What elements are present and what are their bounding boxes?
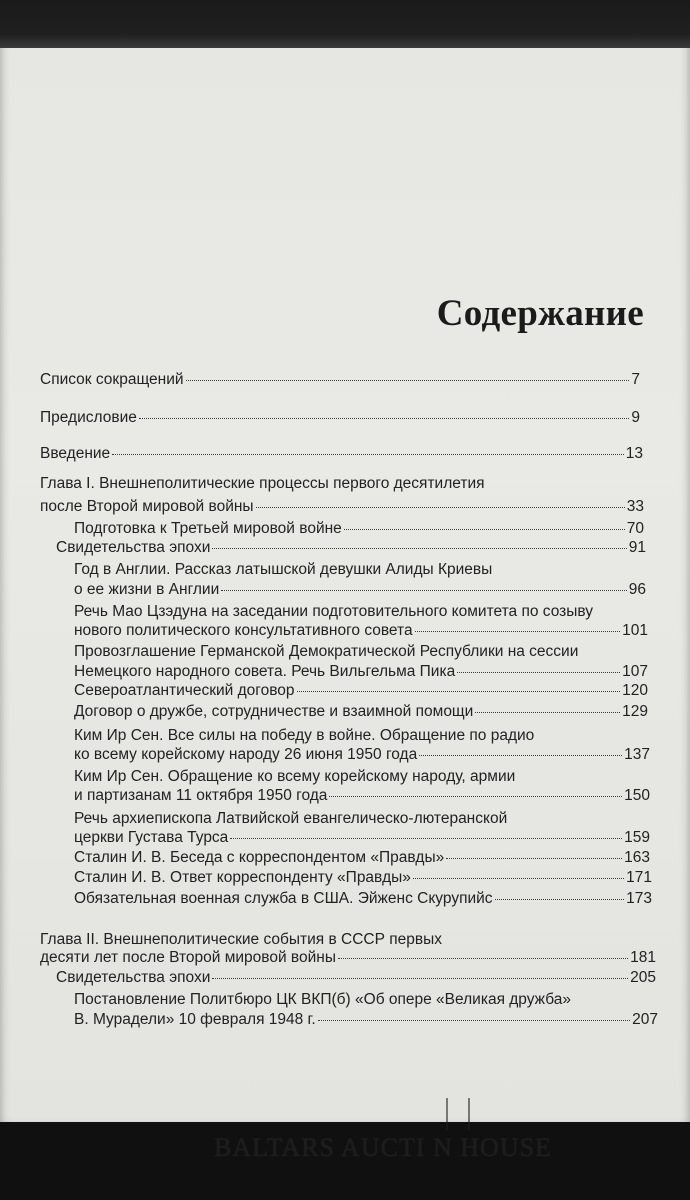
toc-entry-line: Постановление Политбюро ЦК ВКП(б) «Об опере «Великая дружба»: [74, 991, 571, 1008]
toc-entry-line: Речь архиепископа Латвийской евангелическо-лютеранской: [74, 810, 508, 827]
dot-leader: [212, 977, 628, 979]
toc-entry-title: нового политического консультативного совета: [74, 622, 413, 639]
toc-entry-title: Сталин И. В. Беседа с корреспондентом «Правды»: [74, 849, 445, 866]
toc-entry-title: Список сокращений: [40, 371, 184, 388]
toc-entry-title: Сталин И. В. Ответ корреспонденту «Правды»: [74, 869, 411, 886]
toc-entry-title: Договор о дружбе, сотрудничестве и взаимной помощи: [74, 703, 474, 720]
dot-leader: [495, 898, 625, 900]
toc-entry-line: Ким Ир Сен. Все силы на победу в войне. Обращение по радио: [74, 727, 535, 744]
dot-leader: [256, 506, 625, 508]
toc-entry-line: Глава I. Внешнеполитические процессы первого десятилетия: [40, 475, 485, 492]
toc-page-number: 120: [622, 682, 648, 699]
dot-leader: [457, 671, 620, 673]
toc-entry-title: Свидетельства эпохи: [56, 539, 211, 556]
toc-entry[interactable]: [74, 828, 650, 848]
toc-entry[interactable]: [74, 662, 648, 682]
toc-entry-title: Предисловие: [40, 409, 137, 426]
dot-leader: [446, 857, 622, 859]
toc-page-number: 70: [626, 520, 644, 537]
toc-entry-line: Речь Мао Цзэдуна на заседании подготовительного комитета по созыву: [74, 603, 594, 620]
toc-page-number: 101: [622, 622, 648, 639]
toc-page-number: 181: [630, 949, 656, 966]
dot-leader: [344, 528, 625, 530]
toc-entry-title: В. Мурадели» 10 февраля 1948 г.: [74, 1011, 316, 1028]
toc-page-number: 9: [631, 409, 640, 426]
toc-entry-line: Глава II. Внешнеполитические события в СССР первых: [40, 931, 443, 948]
toc-entry[interactable]: [74, 580, 646, 600]
dot-leader: [297, 690, 621, 692]
watermark: BALTARS AUCTI N HOUSE: [214, 1133, 552, 1162]
toc-entry[interactable]: [74, 681, 648, 701]
toc-entry-title: о ее жизни в Англии: [74, 581, 220, 598]
toc-entry-title: церкви Густава Турса: [74, 829, 229, 846]
toc-entry[interactable]: [56, 538, 646, 558]
toc-page-number: 205: [630, 969, 656, 986]
toc-entry[interactable]: [74, 621, 648, 641]
dot-leader: [415, 630, 621, 632]
toc-entry[interactable]: [74, 519, 644, 539]
watermark-emblem: [446, 1098, 470, 1130]
toc-entry-line: Год в Англии. Рассказ латышской девушки Алиды Криевы: [74, 561, 493, 578]
toc-entry[interactable]: [40, 408, 640, 428]
toc-entry-title: ко всему корейскому народу 26 июня 1950 года: [74, 746, 418, 763]
page-top-shadow: [0, 0, 690, 48]
toc-page-number: 171: [626, 869, 652, 886]
toc-entry-title: Немецкого народного совета. Речь Вильгельма Пика: [74, 663, 456, 680]
dot-leader: [212, 547, 626, 549]
toc-entry[interactable]: [74, 702, 648, 722]
toc-entry-title: Введение: [40, 445, 111, 462]
toc-entry-title: Свидетельства эпохи: [56, 969, 211, 986]
toc-entry[interactable]: [40, 497, 644, 517]
toc-page-number: 163: [624, 849, 650, 866]
toc-page-number: 7: [631, 371, 640, 388]
toc-entry[interactable]: [74, 745, 650, 765]
toc-page-number: 159: [624, 829, 650, 846]
toc-page-number: 33: [626, 498, 644, 515]
toc-entry[interactable]: [74, 848, 650, 868]
toc-entry[interactable]: [74, 1010, 658, 1030]
toc-entry[interactable]: [40, 444, 643, 464]
toc-page-number: 137: [624, 746, 650, 763]
toc-entry-title: после Второй мировой войны: [40, 498, 254, 515]
dot-leader: [186, 379, 630, 381]
toc-entry[interactable]: [74, 889, 652, 909]
toc-page-number: 173: [626, 890, 652, 907]
dot-leader: [112, 453, 624, 455]
dot-leader: [230, 837, 622, 839]
toc-page-number: 207: [632, 1011, 658, 1028]
toc-entry-title: и партизанам 11 октября 1950 года: [74, 787, 328, 804]
toc-entry-title: десяти лет после Второй мировой войны: [40, 949, 336, 966]
toc-page-number: 96: [628, 581, 646, 598]
dot-leader: [419, 754, 622, 756]
toc-entry[interactable]: [56, 968, 656, 988]
toc-entry[interactable]: [40, 370, 640, 390]
toc-page-number: 129: [622, 703, 648, 720]
dot-leader: [318, 1019, 630, 1021]
toc-entry[interactable]: [74, 786, 650, 806]
toc-entry-line: Провозглашение Германской Демократической Республики на сессии: [74, 643, 579, 660]
dot-leader: [329, 795, 622, 797]
toc-entry-title: Обязательная военная служба в США. Эйженс Скурупийс: [74, 890, 493, 907]
toc-page-number: 107: [622, 663, 648, 680]
toc-entry-title: Подготовка к Третьей мировой войне: [74, 520, 342, 537]
toc-entry-line: Ким Ир Сен. Обращение ко всему корейскому народу, армии: [74, 768, 516, 785]
page-title: Содержание: [436, 293, 644, 334]
dot-leader: [413, 877, 624, 879]
toc-entry-title: Североатлантический договор: [74, 682, 295, 699]
toc-page-number: 13: [625, 445, 643, 462]
toc-entry[interactable]: [74, 868, 652, 888]
dot-leader: [338, 957, 628, 959]
dot-leader: [475, 711, 620, 713]
toc-page-number: 150: [624, 787, 650, 804]
toc-entry[interactable]: [40, 948, 656, 968]
dot-leader: [139, 417, 630, 419]
dot-leader: [221, 589, 627, 591]
toc-page-number: 91: [628, 539, 646, 556]
